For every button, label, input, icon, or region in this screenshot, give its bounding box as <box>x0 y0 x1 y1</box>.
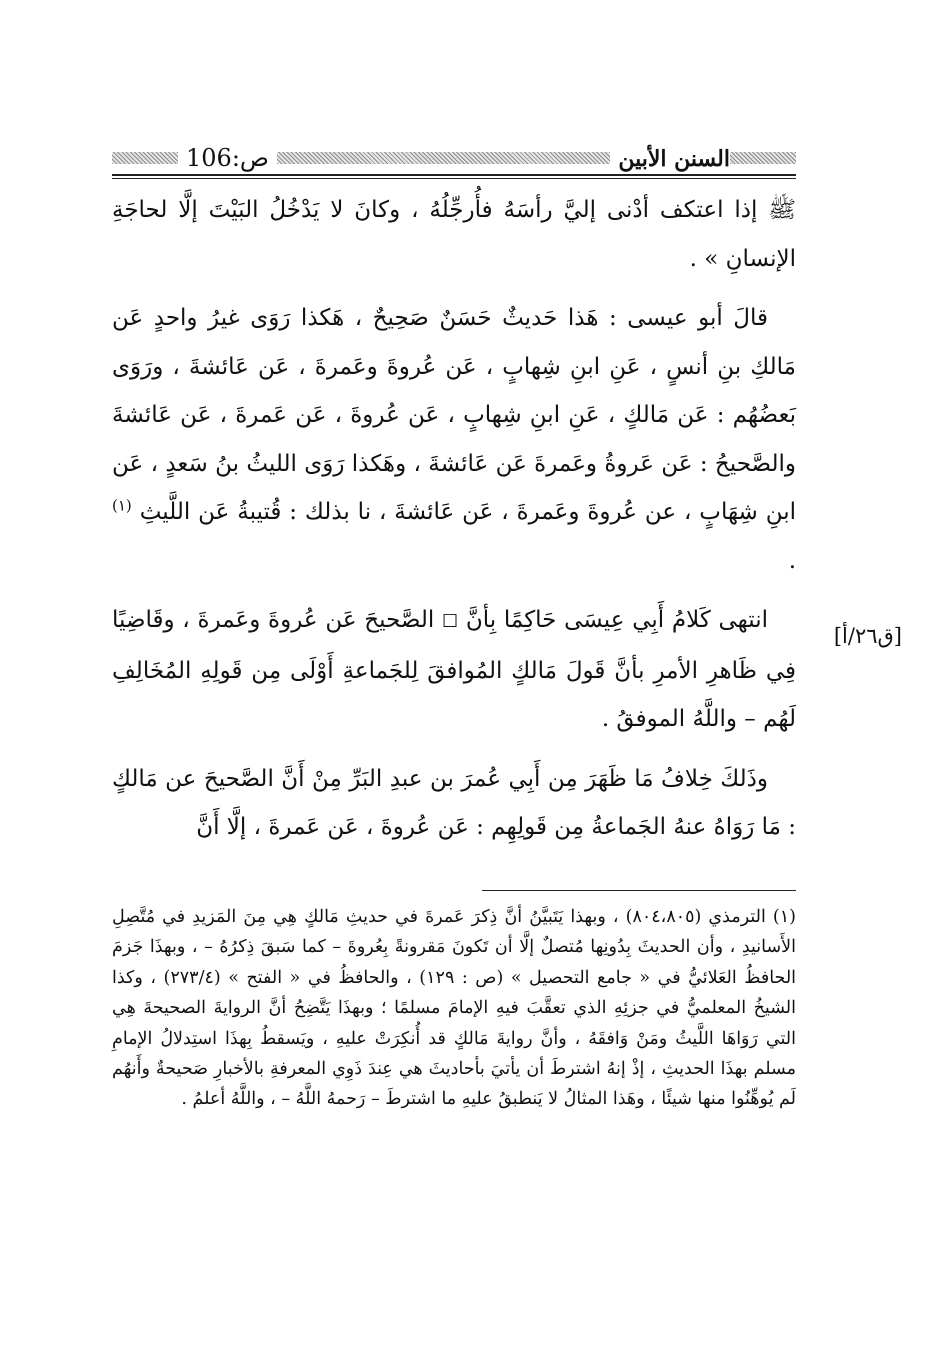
paragraph-3 <box>112 596 796 744</box>
main-text <box>112 186 796 863</box>
manuscript-folio-note: [ق٢٦/أ] <box>833 624 902 648</box>
header-ornament-middle <box>277 152 610 164</box>
running-header <box>112 128 796 172</box>
paragraph-2 <box>112 294 796 585</box>
footnotes <box>112 902 796 1115</box>
page-number: ص:106 <box>186 144 269 172</box>
footnote-number: (١) <box>772 907 796 927</box>
folio-break-marker: ☐ <box>442 611 459 632</box>
paragraph-4: وذَلكَ خِلافُ مَا ظَهَرَ مِن أَبِي عُمرَ بن عبدِ البَرِّ مِنْ أَنَّ الصَّحيحَ عن مَالكٍ : مَا رَوَاهُ عنهُ الجَماعةُ مِن قَولِهِم : عَن عُروةَ ، عَن عَمرةَ ، إلَّا أَنَّ <box>112 765 796 840</box>
header-rule <box>112 174 796 179</box>
header-ornament-right <box>730 152 796 164</box>
paragraph-1: ﷺ إذا اعتكف أدْنى إليَّ رأسَهُ فأُرجِّلُهُ ، وكانَ لا يَدْخُلُ البَيْتَ إلَّا لحاجَةِ الإنسانِ » . <box>112 197 796 272</box>
footnote-text: الترمذي (٨٠٤،٨٠٥) ، وبهذا يَتَبيَّنُ أنَّ ذِكرَ عَمرةَ في حديثِ مَالكٍ هِي مِنَ المَزيدِ في مُتَّصِلِ الأَسانيدِ ، وأن الحديثَ بِدُونِها مُتصلٌ إلَّا أن تَكونَ مَقرونةً بِعُروةَ – كما سَبقَ ذِكرُهُ – ، وبهذَا جَزمَ الحافظُ العَلائيُّ في « جامع التحصيل » (ص : ١٢٩) ، والحافظُ في « الفتح » (٢٧٣/٤) ، وكذا الشيخُ المعلميُّ في جزئِهِ الذي تعقَّبَ فيهِ الإمامَ مسلمًا ؛ وبهذَا يَتَّضِحُ أنَّ الروايةَ الصحيحةَ هِي التي رَوَاهَا اللَّيثُ ومَنْ وَافقَهُ ، وأنَّ روايةَ مَالكٍ قد أُنكِرَتْ عليهِ ، ويَسقطُ بِهذَا استِدلالُ الإمامِ مسلم بهذَا الحديثِ ، إذْ إنهُ اشترطَ أن يأتيَ بأحاديثَ هي عِندَ ذَوِي المعرفةِ بالأخبارِ صَحيحةٌ وأَنهُم لَم يُوهِّنُوا منها شيئًا ، وهَذا المثالُ لا يَنطبقُ عليهِ ما اشترطَ – رَحمهُ اللَّهُ – ، واللَّهُ أعلمُ . <box>112 907 797 1110</box>
paragraph-2-end: . <box>788 547 796 574</box>
footnote-separator <box>482 890 796 891</box>
footnote-reference[interactable]: (١) <box>112 496 132 515</box>
paragraph-3-text-b: الصَّحيحَ عَن عُروةَ وعَمرةَ ، وقَاضِيًا فِي ظَاهرِ الأمرِ بأنَّ قَولَ مَالكٍ المُوافقَ لِلجَماعةِ أَوْلَى مِن قَولِهِ المُخَالِفِ لَهُم – واللَّهُ الموفقُ . <box>112 607 796 732</box>
paragraph-2-text: قالَ أبو عيسى : هَذا حَديثٌ حَسَنٌ صَحِيحٌ ، هَكذا رَوَى غيرُ واحدٍ عَن مَالكِ بنِ أنسٍ ، عَنِ ابنِ شِهابٍ ، عَن عُروةَ وعَمرةَ ، عَن عَائشةَ ، ورَوَى بَعضُهُم : عَن مَالكٍ ، عَنِ ابنِ شِهابٍ ، عَن عُروةَ ، عَن عَمرةَ ، عَن عَائشةَ والصَّحيحُ : عَن عَروةُ وعَمرةَ عَن عَائشةَ ، وهَكذا رَوَى الليثُ بنُ سَعدٍ ، عَن ابنِ شِهَابٍ ، عن عُروةَ وعَمرةَ ، عَن عَائشةَ ، نا بذلك : قُتيبةُ عَن اللَّيثِ <box>112 305 797 525</box>
header-ornament-left <box>112 152 178 164</box>
book-title: السنن الأبين <box>618 146 730 172</box>
paragraph-3-text-a: انتهى كَلامُ أَبِي عِيسَى حَاكِمًا بِأنَّ <box>465 607 769 633</box>
